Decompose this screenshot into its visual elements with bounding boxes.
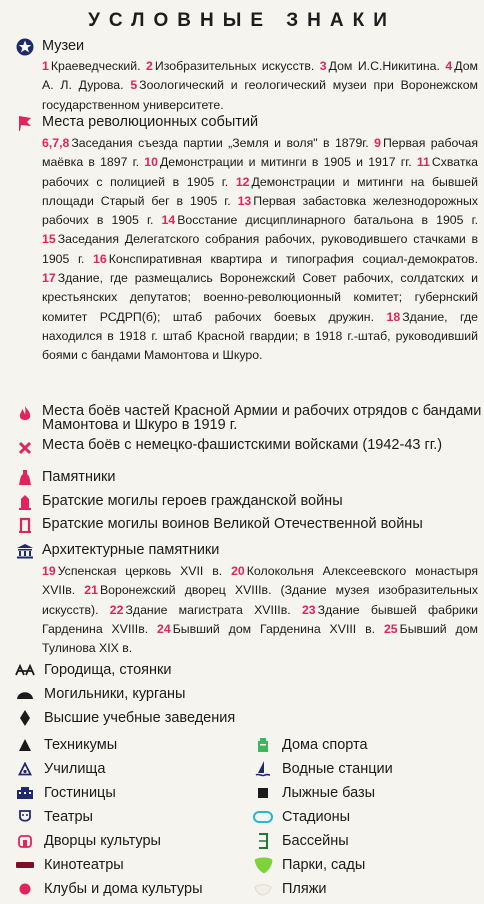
- category-revolution: [14, 114, 476, 132]
- museum-star-icon: [14, 38, 36, 56]
- item-number: 19: [42, 564, 56, 578]
- item-number: 23: [301, 602, 316, 617]
- legend-label: Техникумы: [44, 737, 118, 753]
- legend-label: Пляжи: [282, 881, 327, 897]
- item-text: Здание, где находился в 1918 г. штаб Красной гвардии; в 1918 г.-штаб, руководивший боями с бандами Мамонтова и Шкуро.: [42, 309, 479, 363]
- architecture-list: [42, 562, 478, 658]
- category-label: Братские могилы воинов Великой Отечественной войны: [42, 516, 423, 532]
- item-number: 14: [161, 213, 176, 228]
- red-flag-icon: [14, 114, 36, 132]
- legend-label: Лыжные базы: [282, 785, 376, 801]
- museums-list: [42, 57, 478, 115]
- item-text: Заседания Делегатского собрания рабочих, руководившего стачками в 1905 г.: [42, 232, 478, 266]
- item-text: Здание магистрата XVIIIв.: [125, 602, 291, 617]
- item-text: Успенская церковь XVII в.: [57, 564, 223, 578]
- legend-item: [14, 783, 242, 803]
- legend-item: [14, 879, 242, 899]
- item-number: 2: [146, 59, 153, 73]
- legend-label: Кинотеатры: [44, 857, 124, 873]
- theater-mask-icon: [14, 807, 36, 827]
- item-text: Восстание дисциплинарного батальона в 1905 г.: [177, 213, 478, 228]
- palace-icon: [14, 831, 36, 851]
- item-number: 21: [84, 583, 98, 598]
- legend-label: Клубы и дома культуры: [44, 881, 203, 897]
- legend-item: [14, 660, 454, 680]
- item-text: Дом И.С.Никитина.: [328, 59, 440, 73]
- numbered-item: [146, 59, 314, 73]
- settlement-icon: [14, 660, 36, 680]
- item-text: Зоологический и геологический музеи при Воронежском государственном университете.: [42, 78, 478, 112]
- category-museums: [14, 38, 476, 56]
- cinema-bar-icon: [14, 855, 36, 875]
- item-text: Конспиративная квартира и типография социал-демократов.: [108, 251, 478, 266]
- item-text: Изобразительных искусств.: [154, 59, 315, 73]
- burial-mound-icon: [14, 684, 36, 704]
- item-text: Демонстрации и митинги в 1905 и 1917 гг.: [159, 155, 412, 170]
- item-number: 11: [416, 155, 430, 170]
- legend-item: [14, 735, 242, 755]
- category-graves-ww2: [14, 516, 476, 534]
- item-number: 1: [42, 59, 49, 73]
- item-number: 3: [319, 59, 327, 73]
- legend-item: [14, 807, 242, 827]
- legend-item: [252, 879, 472, 899]
- category-label: Братские могилы героев гражданской войны: [42, 493, 343, 509]
- item-text: Первая рабочая маёвка в 1897 г.: [42, 136, 478, 170]
- category-battles-ww2: [14, 439, 476, 469]
- stadium-icon: [252, 807, 274, 827]
- legend-item: [14, 855, 242, 875]
- legend-item: [252, 783, 472, 803]
- legend-label: Дворцы культуры: [44, 833, 161, 849]
- item-number: 18: [386, 309, 401, 324]
- legend-item: [252, 759, 472, 779]
- item-number: 6,7,8: [42, 136, 70, 150]
- item-number: 4: [445, 59, 453, 73]
- numbered-item: [110, 603, 291, 617]
- legend-label: Могильники, курганы: [44, 686, 186, 702]
- item-text: Схватка рабочих с полицией в 1905 г.: [42, 155, 478, 189]
- numbered-item: [157, 622, 375, 636]
- item-text: Воронежский дворец XVIIIв. (Здание музея изобразительных искусств).: [42, 583, 479, 617]
- legend-label: Городища, стоянки: [44, 662, 172, 678]
- item-text: Заседания съезда партии „Земля и воля" в 1879г.: [71, 136, 369, 150]
- item-text: Первая забастовка железнодорожных рабочих в 1905 г.: [42, 193, 479, 228]
- triangle-outline-icon: [14, 759, 36, 779]
- item-number: 10: [144, 155, 158, 170]
- category-label: Места революционных событий: [42, 114, 259, 130]
- item-text: Здание, где размещались Воронежский Совет рабочих, солдатских и крестьянских депутатов; военно-революционный комитет; губернский комитет РСДРП(б); штаб рабочих боевых дружин.: [42, 271, 478, 324]
- legend-item: [252, 831, 472, 851]
- item-text: Бывший дом Гарденина XVIII в.: [172, 621, 376, 636]
- sports-house-icon: [252, 735, 274, 755]
- item-number: 20: [231, 564, 245, 578]
- item-text: Здание бывшей фабрики Гарденина XVIIIв.: [42, 602, 479, 636]
- beach-icon: [252, 879, 274, 899]
- item-number: 24: [157, 621, 171, 636]
- item-number: 13: [237, 193, 252, 208]
- hotel-icon: [14, 783, 36, 803]
- monument-bell-icon: [14, 469, 36, 487]
- legend-item: [252, 735, 472, 755]
- item-text: Бывший дом Тулинова XIX в.: [42, 621, 479, 656]
- classical-building-icon: [14, 542, 36, 560]
- numbered-item: [42, 59, 141, 73]
- revolution-list: [42, 134, 478, 366]
- item-number: 5: [130, 78, 138, 93]
- item-number: 15: [42, 232, 56, 247]
- category-label: Места боёв частей Красной Армии и рабочих отрядов с бандами Мамонтова и Шкуро в 1919 г.: [42, 403, 482, 433]
- numbered-item: [162, 213, 478, 227]
- numbered-item: [320, 59, 440, 73]
- item-text: Демонстрации и митинги на бывшей площади Старый бег в 1905 г.: [42, 174, 478, 208]
- legend-label: Училища: [44, 761, 106, 777]
- legend-label: Парки, сады: [282, 857, 366, 873]
- legend-label: Театры: [44, 809, 93, 825]
- item-number: 16: [93, 251, 107, 266]
- category-graves-civil: [14, 493, 476, 511]
- legend-item: [14, 708, 454, 728]
- item-number: 12: [235, 174, 250, 189]
- category-label: Места боёв с немецко-фашистскими войсками (1942-43 гг.): [42, 437, 443, 453]
- triangle-icon: [14, 735, 36, 755]
- numbered-item: [144, 155, 411, 169]
- legend-label: Высшие учебные заведения: [44, 710, 236, 726]
- category-label: Музеи: [42, 38, 85, 54]
- ski-base-icon: [252, 783, 274, 803]
- flame-icon: [14, 405, 36, 423]
- legend-label: Дома спорта: [282, 737, 368, 753]
- item-text: Краеведческий.: [50, 59, 141, 73]
- legend-item: [14, 684, 454, 704]
- item-number: 25: [383, 621, 398, 636]
- legend-label: Бассейны: [282, 833, 349, 849]
- numbered-item: [42, 136, 369, 150]
- legend-label: Водные станции: [282, 761, 393, 777]
- university-diamond-icon: [14, 708, 36, 728]
- item-number: 9: [374, 136, 381, 150]
- legend-item: [252, 807, 472, 827]
- item-number: 22: [109, 602, 124, 617]
- grave-outline-icon: [14, 516, 36, 534]
- park-icon: [252, 855, 274, 875]
- category-monuments: [14, 469, 476, 487]
- item-number: 17: [42, 271, 56, 286]
- grave-solid-icon: [14, 493, 36, 511]
- legend-item: [14, 759, 242, 779]
- legend-item: [252, 855, 472, 875]
- cross-mark-icon: [14, 439, 36, 457]
- water-station-icon: [252, 759, 274, 779]
- category-architecture: [14, 542, 476, 560]
- numbered-item: [42, 564, 222, 578]
- legend-label: Стадионы: [282, 809, 351, 825]
- category-battles-civil: [14, 403, 482, 435]
- red-dot-icon: [14, 879, 36, 899]
- category-label: Памятники: [42, 469, 116, 485]
- legend-item: [14, 831, 242, 851]
- item-text: Колокольня Алексеевского монастыря XVIIв.: [42, 564, 478, 598]
- page-title: УСЛОВНЫЕ ЗНАКИ: [88, 10, 396, 31]
- pool-icon: [252, 831, 274, 851]
- legend-label: Гостиницы: [44, 785, 116, 801]
- item-text: Дом А. Л. Дурова.: [42, 59, 478, 93]
- numbered-item: [93, 252, 478, 266]
- category-label: Архитектурные памятники: [42, 542, 220, 558]
